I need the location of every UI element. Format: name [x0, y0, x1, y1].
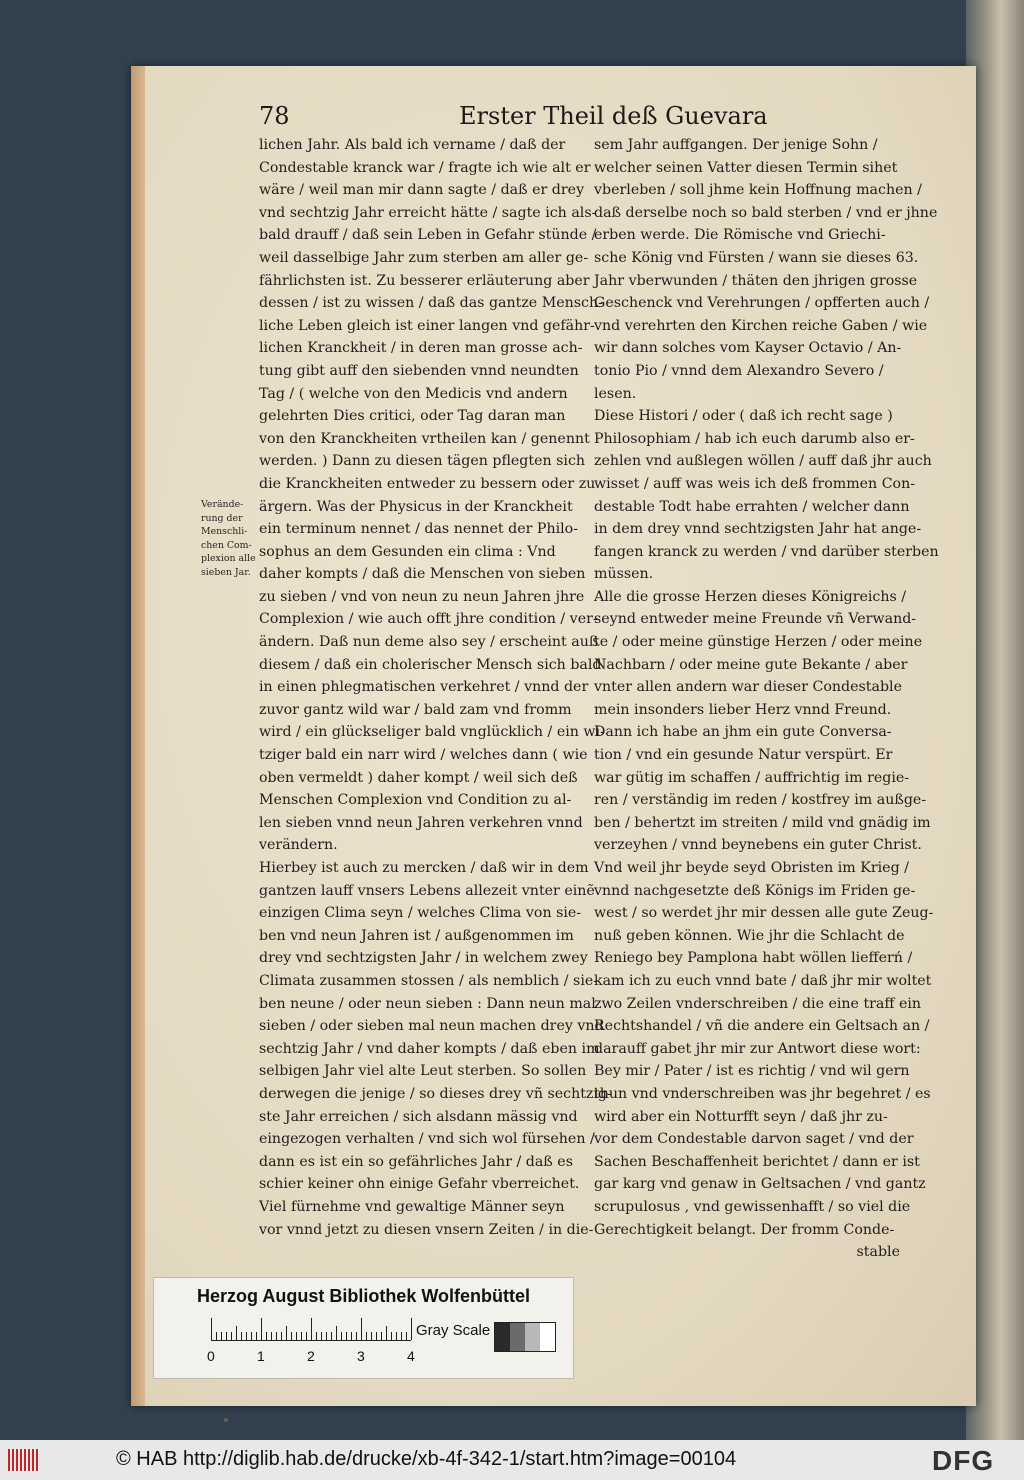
text-line: Jahr vberwunden / thäten den jhrigen grosse — [594, 272, 918, 289]
text-line: Condestable kranck war / fragte ich wie alt er — [259, 159, 591, 176]
ruler-tick — [306, 1332, 307, 1340]
text-line: ändern. Daß nun deme also sey / erscheint auß — [259, 634, 599, 651]
text-line: lesen. — [594, 385, 637, 402]
ruler-tick — [221, 1332, 222, 1340]
text-line: Complexion / wie auch offt jhre condition / ver- — [259, 611, 598, 628]
ruler-tick — [276, 1332, 277, 1340]
text-line: bald drauff / daß sein Leben in Gefahr stünde / — [259, 227, 597, 244]
marginal-note-line: chen Com- — [201, 539, 252, 551]
text-line: Hierbey ist auch zu mercken / daß wir in dem — [259, 860, 589, 876]
text-line: sieben / oder sieben mal neun machen drey vnd — [259, 1018, 604, 1035]
marginal-note — [201, 498, 263, 579]
paper-spot — [224, 1418, 228, 1422]
text-line: Tag / ( welche von den Medicis vnd andern — [259, 385, 568, 402]
ruler-tick — [346, 1332, 347, 1340]
text-line: Alle die grosse Herzen dieses Königreichs / — [594, 588, 907, 605]
text-line: seynd entweder meine Freunde vñ Verwand- — [594, 611, 917, 628]
marginal-note-line: Menschli- — [201, 526, 248, 537]
scale-number: 0 — [207, 1348, 215, 1364]
dfg-logo: DFG — [932, 1445, 995, 1476]
ruler-tick — [361, 1318, 362, 1340]
text-line: lichen Jahr. Als bald ich vername / daß der — [259, 137, 566, 153]
text-line: Geschenck vnd Verehrungen / opfferten auch / — [594, 295, 930, 312]
text-line: wäre / weil man mir dann sagte / daß er drey — [259, 182, 585, 199]
text-line: fangen kranck zu werden / vnd darüber sterben — [594, 543, 939, 560]
text-line: vnnd nachgesetzte deß Königs im Friden ge- — [594, 882, 916, 899]
page-edge-strip — [131, 66, 145, 1406]
text-line: gantzen lauff vnsers Lebens allezeit vnter einẽ — [259, 882, 595, 899]
text-line: verändern. — [259, 837, 338, 854]
text-line: müssen. — [594, 566, 654, 583]
ruler-tick — [211, 1318, 212, 1340]
ruler-tick — [216, 1332, 217, 1340]
text-line: eingezogen verhalten / vnd sich wol fürsehen / — [259, 1131, 595, 1148]
text-line: erben werde. Die Römische vnd Griechi- — [594, 227, 886, 244]
page-header — [259, 102, 939, 138]
text-line: Reniego bey Pamplona habt wöllen liefferń / — [594, 950, 913, 967]
ruler-tick — [246, 1332, 247, 1340]
text-line: ben vnd neun Jahren ist / außgenommen im — [259, 927, 574, 944]
text-line: dann es ist ein so gefährliches Jahr / daß es — [259, 1153, 573, 1170]
ruler-tick — [266, 1332, 267, 1340]
ruler-tick — [371, 1332, 372, 1340]
text-line: Gerechtigkeit belangt. Der fromm Conde- — [594, 1221, 895, 1238]
gray-swatch — [495, 1323, 510, 1351]
scale-number: 1 — [257, 1348, 265, 1364]
ruler-tick — [251, 1332, 252, 1340]
text-line: wir dann solches vom Kayser Octavio / An- — [594, 340, 902, 357]
catchword: stable — [856, 1244, 900, 1261]
ruler-tick — [396, 1332, 397, 1340]
text-line: oben vermeldt ) daher kompt / weil sich deß — [259, 769, 578, 786]
text-line: einzigen Clima seyn / welches Clima von sie- — [259, 905, 582, 922]
ruler-tick — [326, 1332, 327, 1340]
text-line: vberleben / soll jhme kein Hoffnung machen / — [594, 182, 922, 199]
text-line: thun vnd vnderschreiben was jhr begehret / es — [594, 1085, 931, 1102]
text-line: wird aber ein Notturfft seyn / daß jhr zu- — [594, 1108, 888, 1125]
ruler-tick — [386, 1326, 387, 1340]
text-line: zehlen vnd außlegen wöllen / auff daß jhr auch — [594, 453, 932, 470]
viewer-footer — [0, 1440, 1024, 1480]
footer-credit[interactable]: © HAB http://diglib.hab.de/drucke/xb-4f-342-1/start.htm?image=00104 — [116, 1448, 737, 1470]
marginal-note-line: rung der — [201, 512, 243, 524]
ruler-tick — [296, 1332, 297, 1340]
text-line: von den Kranckheiten vrtheilen kan / genennt — [259, 430, 590, 447]
book-page — [131, 66, 976, 1406]
text-line: selbigen Jahr viel alte Leut sterben. So sollen — [259, 1063, 587, 1080]
text-line: ren / verständig im reden / kostfrey im außge- — [594, 792, 927, 809]
text-line: Philosophiam / hab ich euch darumb also er- — [594, 430, 915, 447]
ruler-tick — [381, 1332, 382, 1340]
text-line: tion / vnd ein gesunde Natur verspürt. Er — [594, 747, 893, 764]
text-line: tziger bald ein narr wird / welches dann ( wie — [259, 747, 588, 764]
text-line: te / oder meine günstige Herzen / oder meine — [594, 634, 923, 651]
text-line: vnd verehrten den Kirchen reiche Gaben / wie — [594, 317, 928, 334]
ruler-tick — [281, 1332, 282, 1340]
text-line: sophus an dem Gesunden ein clima : Vnd — [259, 543, 556, 560]
text-line: Nachbarn / oder meine gute Bekante / aber — [594, 656, 908, 673]
text-line: verzeyhen / vnnd beynebens ein guter Christ. — [594, 837, 922, 854]
text-line: war gütig im schaffen / auffrichtig im regie- — [594, 769, 910, 786]
scale-number: 4 — [407, 1348, 415, 1364]
ruler-tick — [321, 1332, 322, 1340]
gray-scale-swatches — [494, 1322, 556, 1352]
text-line: Dann ich habe an jhm ein gute Conversa- — [594, 724, 892, 741]
text-line: ärgern. Was der Physicus in der Kranckheit — [259, 498, 573, 515]
text-line: sche König vnd Fürsten / wann sie dieses 63. — [594, 249, 919, 266]
text-line: Climata zusammen stossen / als nemblich / sie- — [259, 972, 599, 989]
text-line: scrupulosus , vnd gewissenhafft / so viel die — [594, 1198, 911, 1215]
ruler-tick — [256, 1332, 257, 1340]
text-line: ben / behertzt im streiten / mild vnd gnädig im — [594, 814, 931, 831]
text-line: ste Jahr erreichen / sich alsdann mässig vnd — [259, 1108, 578, 1125]
text-line: west / so werdet jhr mir dessen alle gute Zeug- — [594, 905, 934, 922]
text-line: tonio Pio / vnnd dem Alexandro Severo / — [594, 362, 884, 379]
gray-scale-label: Gray Scale — [416, 1322, 491, 1339]
text-line: Viel fürnehme vnd gewaltige Männer seyn — [259, 1198, 565, 1215]
text-line: destable Todt habe errahten / welcher dann — [594, 498, 910, 515]
text-line: wird / ein glückseliger bald vnglücklich / ein wi- — [259, 724, 605, 741]
ruler-tick — [271, 1332, 272, 1340]
text-line: welcher seinen Vatter diesen Termin sihet — [594, 159, 898, 176]
text-line: werden. ) Dann zu diesen tägen pflegten sich — [259, 453, 586, 470]
ruler-tick — [331, 1332, 332, 1340]
ruler-tick — [286, 1326, 287, 1340]
ruler-tick — [401, 1332, 402, 1340]
text-line: vnd sechtzig Jahr erreicht hätte / sagte ich als- — [259, 204, 597, 221]
library-label — [153, 1277, 574, 1379]
marginal-note-line: plexion alle — [201, 553, 256, 564]
running-title: Erster Theil deß Guevara — [459, 102, 768, 130]
gray-swatch — [510, 1323, 525, 1351]
ruler-tick — [316, 1332, 317, 1340]
text-line: sem Jahr auffgangen. Der jenige Sohn / — [594, 137, 878, 153]
ruler-tick — [341, 1332, 342, 1340]
text-line: vnter allen andern war dieser Condestable — [594, 679, 902, 696]
text-line: Vnd weil jhr beyde seyd Obristen im Krieg / — [594, 860, 909, 876]
text-line: schier keiner ohn einige Gefahr vberreichet. — [259, 1176, 580, 1193]
ruler-tick — [366, 1332, 367, 1340]
ruler-tick — [241, 1332, 242, 1340]
marginal-note-line: Verände- — [201, 499, 244, 510]
text-line: zuvor gantz wild war / bald zam vnd fromm — [259, 701, 572, 718]
text-line: zu sieben / vnd von neun zu neun Jahren jhre — [259, 588, 585, 605]
ruler-tick — [336, 1326, 337, 1340]
ruler-tick — [376, 1332, 377, 1340]
gray-swatch — [525, 1323, 540, 1351]
text-line: wisset / auff was weis ich deß frommen Con- — [594, 475, 916, 492]
scale-number: 3 — [357, 1348, 365, 1364]
text-line: diesem / daß ein cholerischer Mensch sich bald — [259, 656, 602, 673]
text-line: len sieben vnnd neun Jahren verkehren vnnd — [259, 814, 583, 831]
text-line: mein insonders lieber Herz vnnd Freund. — [594, 701, 892, 718]
text-line: darauff gabet jhr mir zur Antwort diese wort: — [594, 1040, 921, 1057]
text-line: zwo Zeilen vnderschreiben / die eine traff ein — [594, 995, 922, 1012]
text-line: in einen phlegmatischen verkehret / vnnd der — [259, 679, 589, 696]
text-line: Sachen Beschaffenheit berichtet / dann er ist — [594, 1153, 920, 1170]
scale-number: 2 — [307, 1348, 315, 1364]
ruler-tick — [236, 1326, 237, 1340]
text-line: Menschen Complexion vnd Condition zu al- — [259, 792, 572, 809]
text-line: derwegen die jenige / so dieses drey vñ sechtzig- — [259, 1085, 612, 1102]
text-line: daher kompts / daß die Menschen von sieben — [259, 566, 586, 583]
ruler-tick — [291, 1332, 292, 1340]
text-line: kam ich zu euch vnnd bate / daß jhr mir woltet — [594, 972, 932, 989]
text-line: Bey mir / Pater / ist es richtig / vnd wil gern — [594, 1063, 910, 1080]
marginal-note-line: sieben Jar. — [201, 566, 251, 578]
text-line: ben neune / oder neun sieben : Dann neun mal — [259, 995, 596, 1012]
ruler-tick — [411, 1318, 412, 1340]
text-line: nuß geben können. Wie jhr die Schlacht de — [594, 927, 905, 944]
library-name: Herzog August Bibliothek Wolfenbüttel — [197, 1286, 530, 1306]
text-line: drey vnd sechtzigsten Jahr / in welchem zwey — [259, 950, 588, 967]
ruler-tick — [311, 1318, 312, 1340]
text-line: Rechtshandel / vñ die andere ein Geltsach an / — [594, 1018, 930, 1035]
ruler-tick — [356, 1332, 357, 1340]
text-line: daß derselbe noch so bald sterben / vnd er jhne — [594, 204, 938, 221]
text-line: ein terminum nennet / das nennet der Philo- — [259, 521, 579, 538]
text-line: sechtzig Jahr / vnd daher kompts / daß eben im — [259, 1040, 600, 1057]
ruler-tick — [226, 1332, 227, 1340]
text-line: vor dem Condestable darvon saget / vnd der — [594, 1131, 914, 1148]
ruler-tick — [261, 1318, 262, 1340]
text-line: gar karg vnd genaw in Geltsachen / vnd gantz — [594, 1176, 926, 1193]
ruler-tick — [391, 1332, 392, 1340]
ruler-tick — [406, 1332, 407, 1340]
barcode-icon — [8, 1449, 44, 1471]
text-line: die Kranckheiten entweder zu bessern oder zu — [259, 475, 596, 492]
text-line: dessen / ist zu wissen / daß das gantze Mensch- — [259, 295, 603, 312]
text-column-left — [259, 134, 612, 1241]
text-column-right — [594, 134, 939, 1264]
text-line: lichen Kranckheit / in deren man grosse ach- — [259, 340, 583, 357]
gray-swatch — [540, 1323, 555, 1351]
text-line: gelehrten Dies critici, oder Tag daran man — [259, 408, 566, 425]
ruler-tick — [231, 1332, 232, 1340]
text-line: Diese Histori / oder ( daß ich recht sage ) — [594, 408, 893, 425]
ruler-tick — [301, 1332, 302, 1340]
text-line: fährlichsten ist. Zu besserer erläuterung aber — [259, 272, 590, 289]
text-line: weil dasselbige Jahr zum sterben am aller ge- — [259, 249, 589, 266]
text-line: vor vnnd jetzt zu diesen vnsern Zeiten / in die- — [259, 1221, 594, 1238]
page-number: 78 — [259, 102, 290, 130]
scale-ruler — [211, 1318, 411, 1342]
text-line: in dem drey vnnd sechtzigsten Jahr hat ange- — [594, 521, 922, 538]
text-line: liche Leben gleich ist einer langen vnd gefähr- — [259, 317, 595, 334]
ruler-tick — [351, 1332, 352, 1340]
text-line: tung gibt auff den siebenden vnnd neundten — [259, 362, 579, 379]
